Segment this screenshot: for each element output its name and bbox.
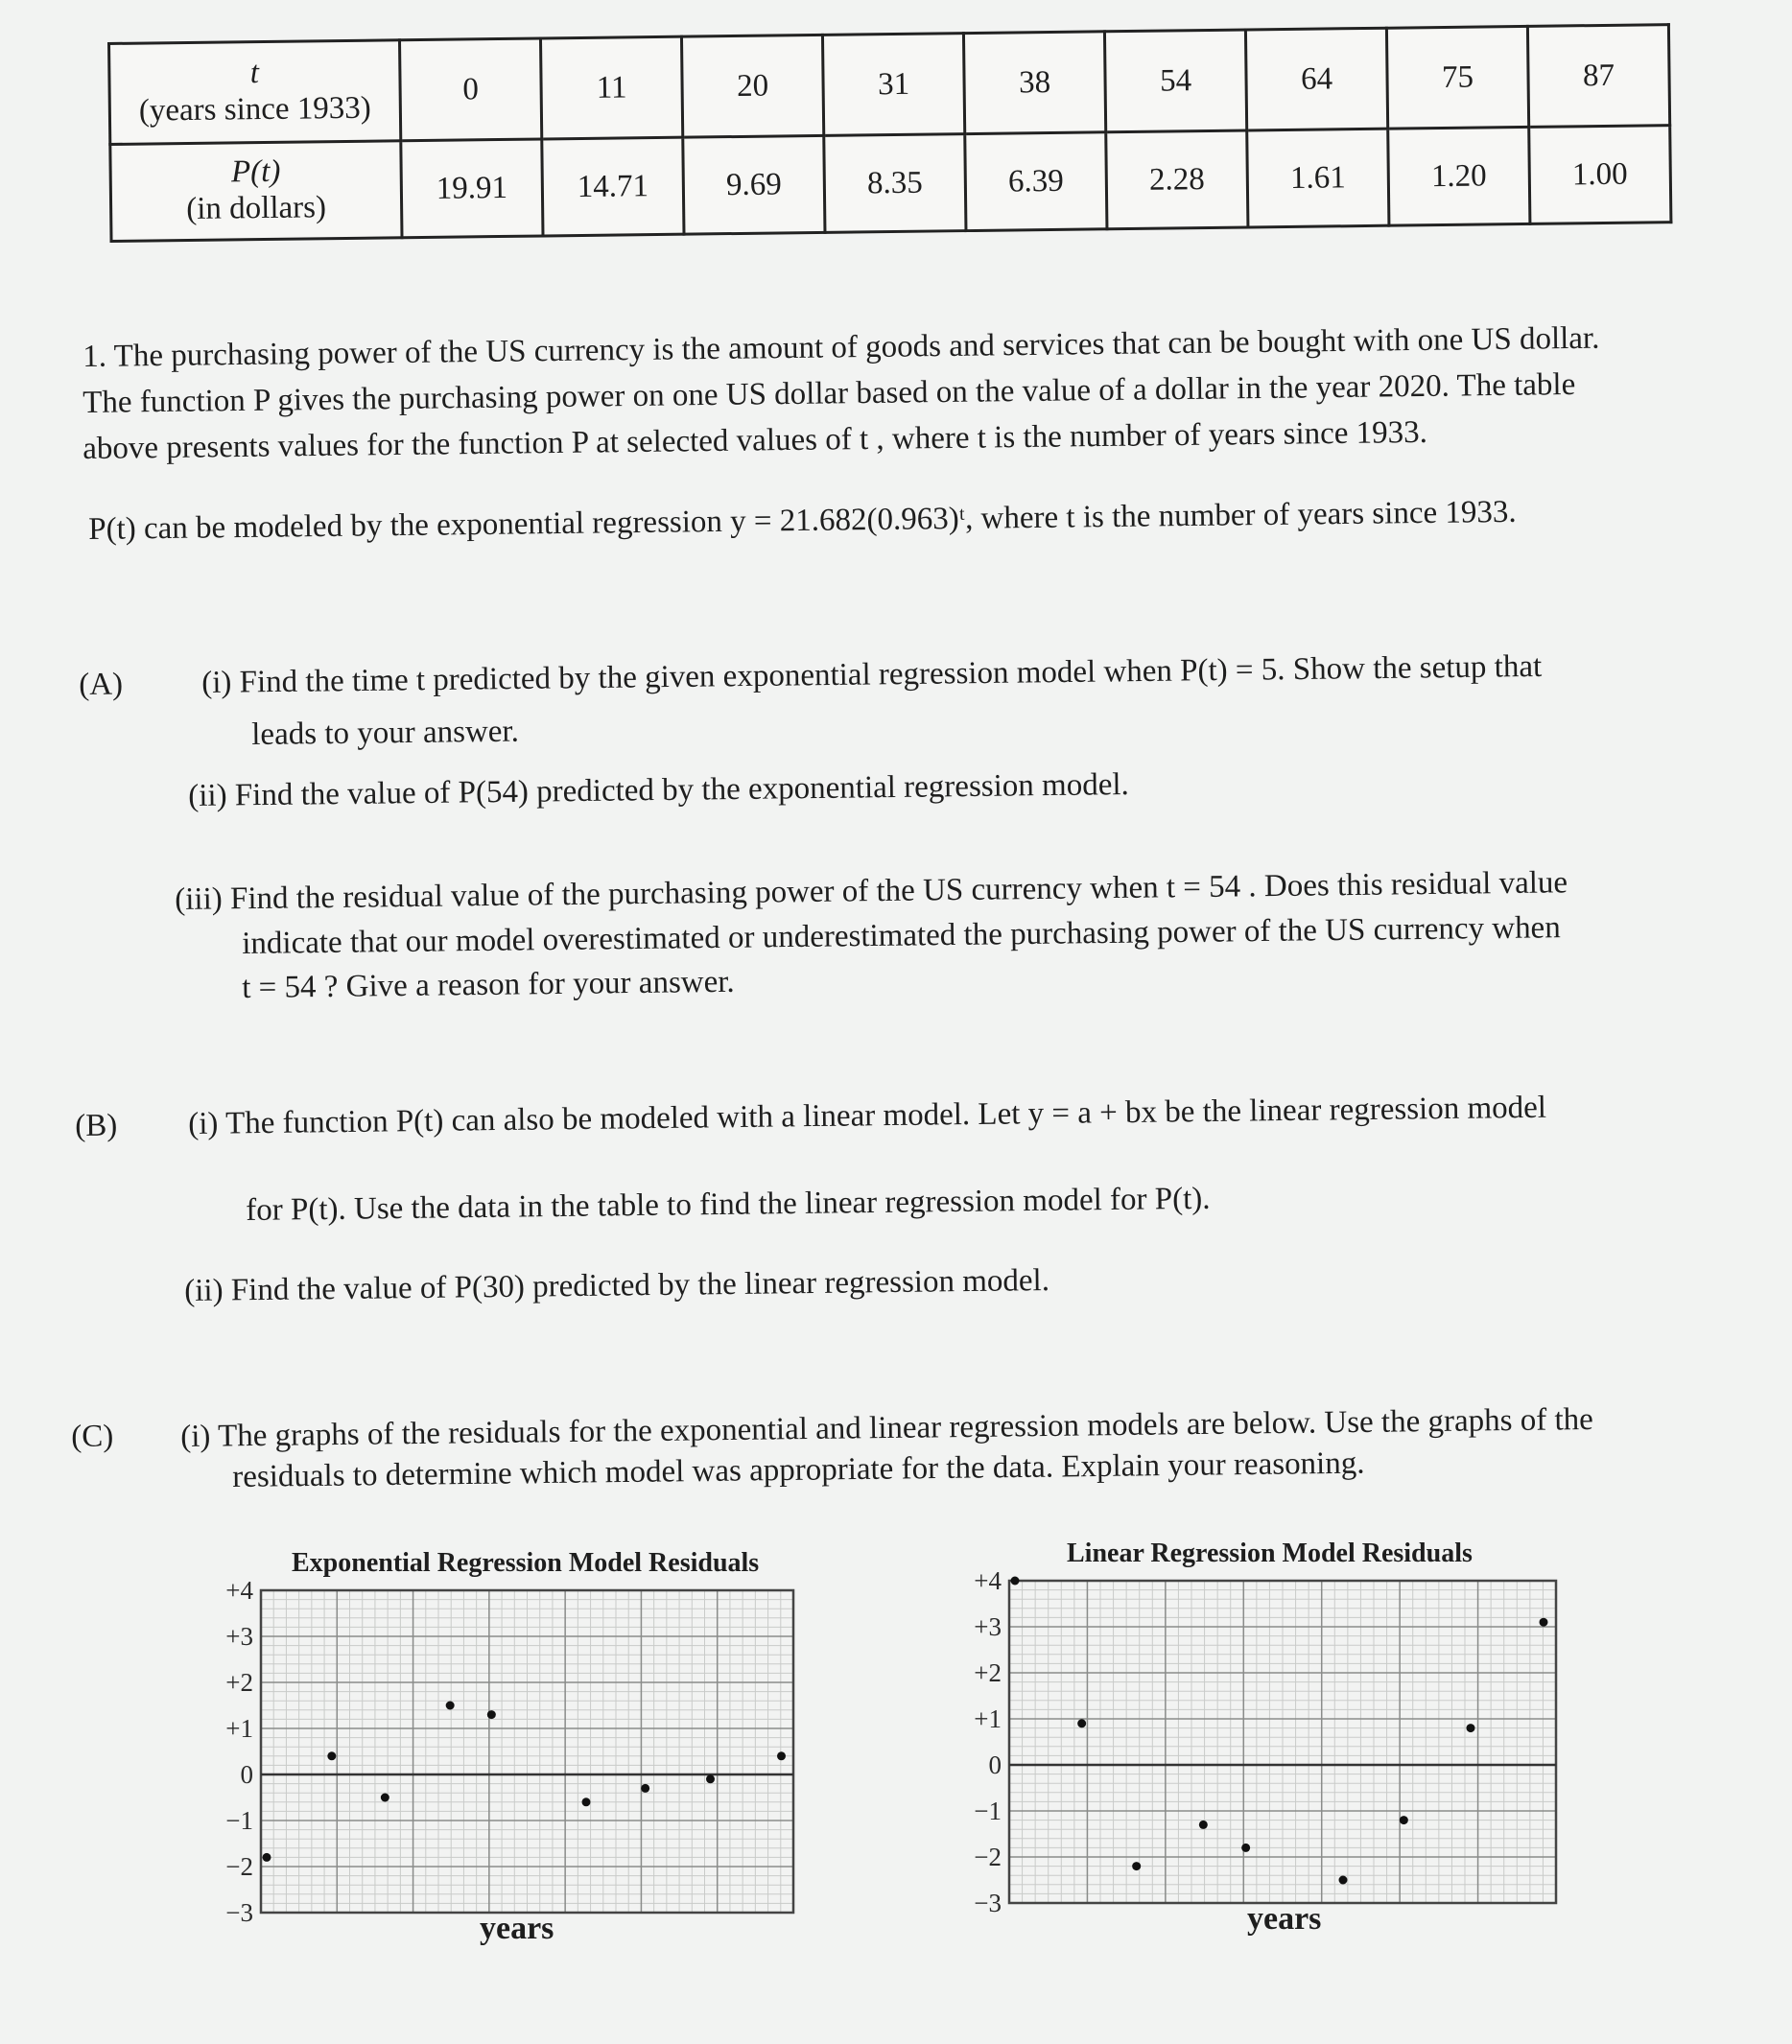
y-tick-label: +3 — [974, 1612, 1002, 1641]
residual-point — [446, 1702, 455, 1710]
intro-line-1: 1. The purchasing power of the US currency is the amount of goods and services that can be bought with one US dollar. — [83, 320, 1600, 374]
residual-point — [1011, 1577, 1020, 1586]
residual-point — [777, 1751, 786, 1760]
residual-point — [1540, 1618, 1548, 1627]
t-header-unit: (years since 1933) — [138, 90, 372, 129]
residual-point — [641, 1784, 649, 1793]
table-row-p — [110, 126, 1671, 242]
t-value-cell: 11 — [540, 36, 682, 139]
t-value-cell: 54 — [1104, 30, 1246, 132]
p-header-symbol: P(t) — [230, 153, 281, 190]
p-value-cell: 8.35 — [824, 134, 966, 233]
residual-point — [582, 1797, 591, 1806]
part-a-iii-line-3: t = 54 ? Give a reason for your answer. — [242, 964, 735, 1005]
p-value-cell: 6.39 — [965, 132, 1107, 231]
part-c-label: (C) — [71, 1419, 114, 1454]
residual-point — [1339, 1876, 1348, 1885]
t-value-cell: 38 — [963, 32, 1105, 134]
p-value-cell: 2.28 — [1106, 130, 1248, 229]
exponential-residuals-graph — [192, 1542, 806, 1945]
part-a-label: (A) — [79, 667, 124, 702]
residual-point — [263, 1853, 271, 1862]
residual-point — [381, 1794, 389, 1802]
part-b-i-line-2: for P(t). Use the data in the table to find the linear regression model for P(t). — [246, 1181, 1211, 1228]
y-tick-label: +3 — [225, 1622, 253, 1651]
t-header-symbol: t — [249, 56, 260, 91]
y-tick-label: 0 — [240, 1760, 253, 1789]
t-value-cell: 0 — [399, 38, 541, 141]
p-header-cell — [110, 141, 402, 242]
part-a-iii-line-1: (iii) Find the residual value of the purchasing power of the US currency when t = 54 . Does this residual value — [175, 865, 1568, 917]
table-row-t — [109, 25, 1670, 145]
exponential-residuals-plot — [192, 1576, 806, 1927]
part-b-ii: (ii) Find the value of P(30) predicted by the linear regression model. — [184, 1262, 1050, 1308]
y-tick-label: +2 — [225, 1668, 253, 1697]
y-tick-label: +1 — [225, 1714, 253, 1743]
residual-point — [487, 1710, 496, 1719]
part-b-label: (B) — [75, 1108, 118, 1143]
y-tick-label: +4 — [974, 1566, 1002, 1595]
p-value-cell: 1.61 — [1247, 129, 1389, 227]
y-tick-label: −2 — [974, 1843, 1002, 1871]
p-value-cell: 14.71 — [542, 137, 684, 236]
part-c-i-line-1: (i) The graphs of the residuals for the exponential and linear regression models are below. Use the graphs of the — [180, 1402, 1593, 1454]
residual-point — [1077, 1719, 1086, 1727]
residual-point — [327, 1751, 336, 1760]
p-value-cell: 1.20 — [1388, 127, 1530, 225]
t-value-cell: 20 — [681, 35, 823, 137]
y-tick-label: +4 — [225, 1576, 253, 1605]
residual-point — [1199, 1821, 1208, 1829]
y-tick-label: −1 — [225, 1806, 253, 1835]
residual-point — [1132, 1862, 1141, 1870]
intro-line-2: The function P gives the purchasing power on one US dollar based on the value of a dollar in the year 2020. The table — [83, 366, 1576, 420]
residual-point — [706, 1774, 715, 1783]
part-a-ii: (ii) Find the value of P(54) predicted by the exponential regression model. — [188, 767, 1129, 813]
data-table — [107, 23, 1672, 243]
residual-point — [1400, 1816, 1408, 1824]
part-a-i-line-2: leads to your answer. — [251, 714, 520, 752]
intro-model-line: P(t) can be modeled by the exponential regression y = 21.682(0.963)ᵗ, where t is the number of years since 1933. — [88, 494, 1517, 547]
t-value-cell: 64 — [1245, 28, 1387, 130]
chart-title: Linear Regression Model Residuals — [1067, 1539, 1473, 1568]
t-value-cell: 75 — [1386, 26, 1528, 129]
y-tick-label: 0 — [988, 1750, 1002, 1779]
part-c-i-line-2: residuals to determine which model was appropriate for the data. Explain your reasoning. — [232, 1445, 1365, 1494]
chart-title: Exponential Regression Model Residuals — [292, 1548, 760, 1578]
y-tick-label: −2 — [225, 1852, 253, 1881]
y-tick-label: −3 — [225, 1898, 253, 1927]
y-tick-label: −3 — [974, 1889, 1002, 1917]
t-header-cell — [109, 40, 401, 145]
residual-point — [1467, 1724, 1475, 1732]
p-header-unit: (in dollars) — [186, 190, 327, 227]
p-value-cell: 1.00 — [1529, 126, 1671, 224]
linear-residuals-plot — [950, 1566, 1583, 1917]
t-value-cell: 87 — [1527, 25, 1669, 128]
linear-residuals-graph — [950, 1533, 1583, 1936]
y-tick-label: +1 — [974, 1704, 1002, 1733]
p-value-cell: 19.91 — [401, 139, 543, 238]
chart-xlabel: years — [1247, 1901, 1322, 1937]
part-a-iii-line-2: indicate that our model overestimated or underestimated the purchasing power of the US currency when — [242, 910, 1561, 961]
part-a-i-line-1: (i) Find the time t predicted by the given exponential regression model when P(t) = 5. Show the setup that — [201, 648, 1543, 700]
t-value-cell: 31 — [822, 34, 964, 136]
part-b-i-line-1: (i) The function P(t) can also be modeled with a linear model. Let y = a + bx be the linear regression model — [188, 1090, 1547, 1141]
chart-xlabel: years — [480, 1911, 554, 1946]
p-value-cell: 9.69 — [683, 135, 825, 234]
residual-point — [1241, 1844, 1250, 1852]
intro-line-3: above presents values for the function P at selected values of t , where t is the number of years since 1933. — [83, 414, 1428, 466]
y-tick-label: +2 — [974, 1658, 1002, 1687]
y-tick-label: −1 — [974, 1797, 1002, 1825]
